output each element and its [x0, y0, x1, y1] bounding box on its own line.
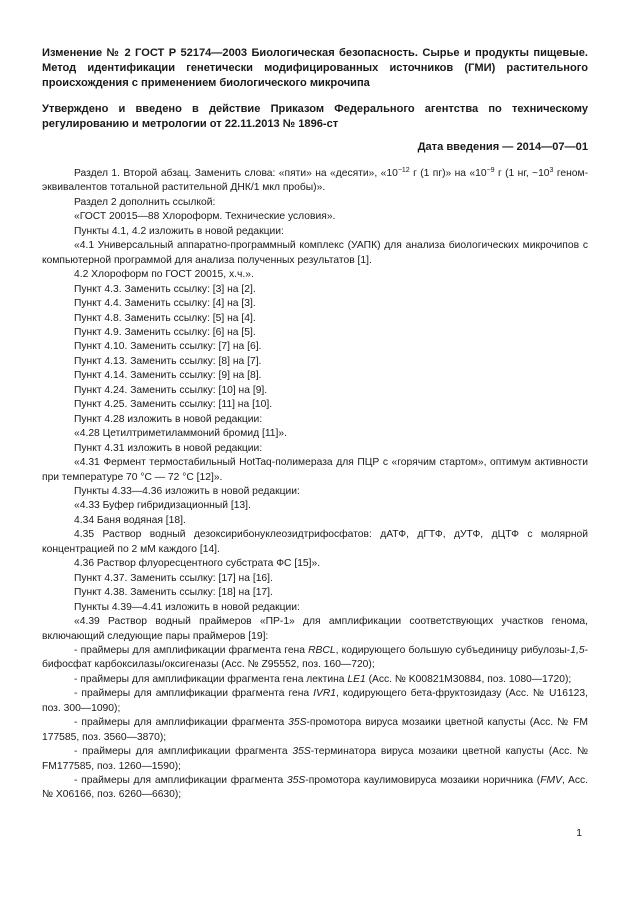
text-run: , Acc. № X06166, поз. 6260—6630);	[42, 775, 588, 801]
text-run: -промотора вируса мозаики цветной капусты (Acc. № FM 177585, поз. 3560—3870);	[42, 717, 589, 743]
text-run: Пункт 4.24. Заменить ссылку: [10] на [9].	[74, 384, 268, 396]
italic-term: LE1	[347, 673, 366, 685]
body-paragraph	[42, 312, 588, 326]
text-run: Пункт 4.31 изложить в новой редакции:	[74, 442, 263, 454]
body-paragraph	[42, 297, 588, 311]
text-run: «4.28 Цетилтриметиламмоний бромид [11]».	[74, 428, 287, 440]
body-paragraph	[42, 716, 588, 745]
body-paragraph	[42, 528, 588, 557]
body-paragraph	[42, 745, 588, 774]
superscript-exponent: −9	[486, 167, 495, 174]
text-run: «ГОСТ 20015—88 Хлороформ. Технические условия».	[74, 211, 336, 223]
text-run: -терминатора вируса мозаики цветной капусты (Acc. № FM177585, поз. 1260—1590);	[42, 746, 589, 772]
approval-statement: Утверждено и введено в действие Приказом Федерального агентства по техническому регулированию и метрологии от 22.11.2013 № 1896-ст	[42, 103, 588, 130]
body-paragraph	[42, 167, 588, 196]
text-run: , кодирующего бета-фруктозидазу (Acc. № U16123, поз. 300—1090);	[42, 688, 588, 714]
effective-date: Дата введения — 2014—07—01	[417, 141, 588, 153]
text-run: Пункт 4.4. Заменить ссылку: [4] на [3].	[74, 298, 256, 310]
body-paragraph	[42, 326, 588, 340]
body-paragraph	[42, 485, 588, 499]
text-run: г (1 нг, ~10	[494, 168, 550, 179]
text-run: (Acc. № K00821M30884, поз. 1080—1720);	[365, 673, 572, 685]
document-title: Изменение № 2 ГОСТ Р 52174—2003 Биологическая безопасность. Сырье и продукты пищевые. Метод идентификации генетически модифицированных источников (ГМИ) растительного происхождения с применением биологического микрочипа	[42, 47, 588, 89]
body-paragraph	[42, 239, 588, 268]
body-paragraph	[42, 268, 588, 282]
text-run: -бифосфат карбоксилазы/оксигеназы (Acc. № Z95552, поз. 160—720);	[42, 644, 588, 671]
italic-term: 35S	[286, 775, 306, 787]
italic-term: IVR1	[313, 688, 337, 700]
text-run: -промотора каулимовируса мозаики норичника (	[305, 775, 541, 787]
text-run: 4.34 Баня водяная [18].	[74, 514, 186, 526]
page-number: 1	[576, 828, 582, 839]
body-paragraph	[42, 572, 588, 586]
body-paragraph	[42, 673, 588, 687]
italic-term: RBCL	[308, 644, 336, 656]
text-run: Раздел 2 дополнить ссылкой:	[74, 196, 216, 208]
text-run: Пункт 4.25. Заменить ссылку: [11] на [10].	[74, 399, 273, 411]
body-paragraph	[42, 601, 588, 615]
text-run: «4.31 Фермент термостабильный HotTaq-полимераза для ПЦР с «горячим стартом», оптимум активности при температуре 70 °С — 72 °С [12]».	[42, 457, 588, 483]
body-paragraph	[42, 340, 588, 354]
text-run: Пункт 4.10. Заменить ссылку: [7] на [6].	[74, 341, 262, 353]
body-paragraph	[42, 283, 588, 297]
text-run: Раздел 1. Второй абзац. Заменить слова: «пяти» на «десяти», «10	[74, 168, 398, 179]
document-page	[42, 46, 588, 803]
body-paragraph	[42, 687, 588, 716]
superscript-exponent: 3	[549, 167, 554, 174]
text-run: Пункт 4.28 изложить в новой редакции:	[74, 413, 263, 425]
text-run: - праймеры для амплификации фрагмента гена	[74, 688, 314, 700]
body-paragraph	[42, 225, 588, 239]
superscript-exponent: −12	[397, 167, 410, 174]
body-paragraph	[42, 196, 588, 210]
body-paragraph	[42, 456, 588, 485]
text-run: «4.33 Буфер гибридизационный [13].	[74, 500, 251, 512]
text-run: г (1 пг)» на «10	[409, 168, 487, 179]
text-run: Пункт 4.3. Заменить ссылку: [3] на [2].	[74, 283, 256, 295]
text-run: Пункты 4.39—4.41 изложить в новой редакции:	[74, 601, 300, 613]
body-paragraph	[42, 413, 588, 427]
body-paragraph	[42, 442, 588, 456]
text-run: 4.2 Хлороформ по ГОСТ 20015, х.ч.».	[74, 269, 254, 281]
body-paragraph	[42, 644, 588, 673]
text-run: Пункты 4.1, 4.2 изложить в новой редакции:	[74, 225, 284, 237]
body-paragraph	[42, 427, 588, 441]
body-paragraph	[42, 369, 588, 383]
text-run: Пункт 4.38. Заменить ссылку: [18] на [17].	[74, 587, 273, 599]
text-run: 4.35 Раствор водный дезоксирибонуклеозидтрифосфатов: дАТФ, дГТФ, дУТФ, дЦТФ с молярной концентрацией по 2 мМ каждого [14].	[42, 529, 588, 555]
text-run: Пункт 4.14. Заменить ссылку: [9] на [8].	[74, 370, 262, 382]
body-paragraph	[42, 615, 588, 644]
text-run: - праймеры для амплификации фрагмента гена	[74, 644, 309, 656]
body-paragraph	[42, 499, 588, 513]
text-run: - праймеры для амплификации фрагмента	[74, 746, 293, 758]
text-run: - праймеры для амплификации фрагмента	[74, 717, 289, 729]
body-paragraph	[42, 384, 588, 398]
document-body	[42, 167, 588, 803]
text-run: Пункт 4.13. Заменить ссылку: [8] на [7].	[74, 355, 262, 367]
text-run: геном-эквивалентов тотальной растительной ДНК/1 мкл пробы)».	[42, 168, 588, 194]
text-run: - праймеры для амплификации фрагмента гена лектина	[74, 673, 348, 685]
text-run: 4.36 Раствор флуоресцентного субстрата ФС [15]».	[74, 558, 321, 570]
text-run: Пункт 4.8. Заменить ссылку: [5] на [4].	[74, 312, 256, 324]
text-run: Пункты 4.33—4.36 изложить в новой редакции:	[74, 485, 300, 497]
body-paragraph	[42, 774, 588, 803]
italic-term: 35S	[288, 717, 307, 729]
italic-term: 1,5	[570, 644, 585, 656]
text-run: Пункт 4.9. Заменить ссылку: [6] на [5].	[74, 326, 256, 338]
text-run: Пункт 4.37. Заменить ссылку: [17] на [16].	[74, 572, 273, 584]
text-run: «4.1 Универсальный аппаратно-программный комплекс (УАПК) для анализа биологических микрочипов с компьютерной программой для анализа полученных результатов [1].	[42, 240, 588, 266]
body-paragraph	[42, 398, 588, 412]
body-paragraph	[42, 355, 588, 369]
text-run: «4.39 Раствор водный праймеров «ПР-1» для амплификации соответствующих участков генома, включающий следующие пары праймеров [19]:	[42, 616, 588, 642]
body-paragraph	[42, 514, 588, 528]
text-run: - праймеры для амплификации фрагмента	[74, 775, 287, 787]
body-paragraph	[42, 557, 588, 571]
body-paragraph	[42, 210, 588, 224]
body-paragraph	[42, 586, 588, 600]
italic-term: FMV	[540, 775, 562, 787]
text-run: , кодирующего большую субъединицу рибулозы-	[335, 644, 571, 656]
italic-term: 35S	[292, 746, 311, 758]
